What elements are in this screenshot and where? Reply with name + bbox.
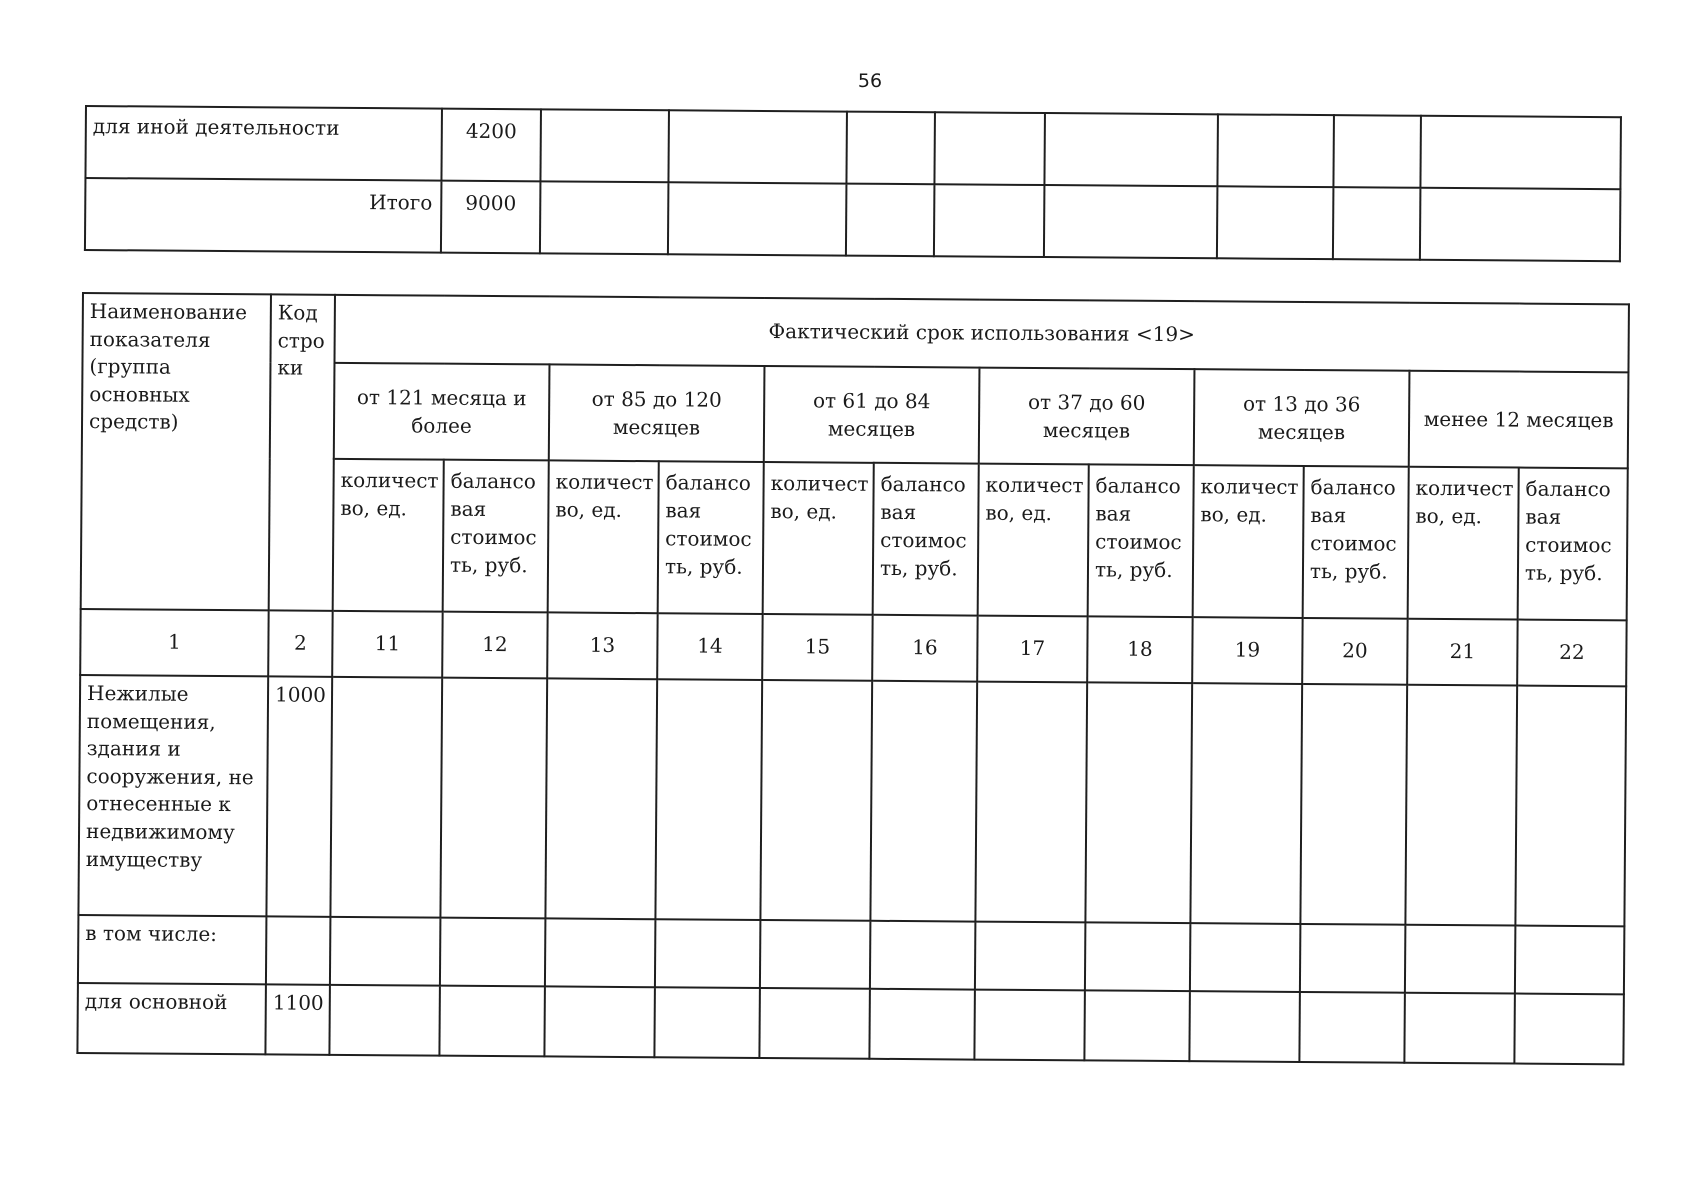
sub-header-cost: балансо вая стоимос ть, руб. bbox=[658, 461, 764, 614]
sub-header-cost: балансо вая стоимос ть, руб. bbox=[443, 460, 549, 613]
column-number: 2 bbox=[268, 610, 332, 676]
row-label: Итого bbox=[85, 178, 442, 253]
table-cell bbox=[1333, 115, 1421, 188]
column-number: 13 bbox=[547, 612, 657, 679]
table-cell bbox=[759, 988, 870, 1059]
table-cell bbox=[760, 920, 870, 989]
table-cell bbox=[545, 678, 657, 919]
table-cell bbox=[330, 677, 442, 918]
table-cell bbox=[1299, 992, 1405, 1063]
sub-header-cost: балансо вая стоимос ть, руб. bbox=[1088, 464, 1194, 617]
table-row bbox=[78, 915, 1625, 994]
table-cell bbox=[1420, 188, 1621, 261]
table-cell bbox=[1404, 993, 1515, 1064]
sub-header-cost: балансо вая стоимос ть, руб. bbox=[1518, 468, 1628, 621]
table-cell bbox=[329, 985, 440, 1056]
header-name: Наименование показателя (группа основных средств) bbox=[81, 293, 271, 610]
header-code: Код стро ки bbox=[269, 294, 335, 610]
column-number: 11 bbox=[332, 611, 442, 678]
range-header: менее 12 месяцев bbox=[1409, 371, 1629, 469]
table-cell bbox=[1420, 116, 1621, 189]
table-cell bbox=[1044, 113, 1218, 186]
table-cell bbox=[545, 918, 655, 987]
table-cell bbox=[869, 989, 975, 1060]
table-cell bbox=[668, 110, 847, 183]
column-number: 20 bbox=[1302, 618, 1407, 685]
table-cell bbox=[846, 112, 935, 185]
row-label: для основной bbox=[77, 983, 266, 1054]
table-cell bbox=[540, 181, 669, 254]
table-cell bbox=[1190, 683, 1302, 924]
table-cell bbox=[975, 682, 1087, 923]
table-row bbox=[77, 983, 1624, 1064]
table-cell bbox=[1189, 991, 1300, 1062]
table-cell bbox=[934, 112, 1045, 185]
sub-header-quantity: количест во, ед. bbox=[978, 464, 1089, 617]
sub-header-quantity: количест во, ед. bbox=[548, 460, 659, 613]
table-cell bbox=[1085, 682, 1192, 923]
table-cell bbox=[760, 680, 872, 921]
column-number-row bbox=[80, 609, 1627, 686]
column-number: 18 bbox=[1087, 616, 1192, 683]
table-cell bbox=[1190, 923, 1300, 992]
table-cell bbox=[1085, 922, 1190, 991]
column-number: 1 bbox=[80, 609, 268, 676]
table-cell bbox=[540, 109, 669, 182]
table-cell bbox=[1300, 924, 1405, 993]
column-number: 16 bbox=[872, 615, 977, 682]
page-number: 56 bbox=[857, 70, 883, 92]
column-number: 21 bbox=[1407, 619, 1517, 686]
column-number: 12 bbox=[442, 612, 547, 679]
top-table bbox=[84, 105, 1622, 262]
main-table bbox=[76, 292, 1630, 1065]
row-code bbox=[266, 916, 330, 984]
table-cell bbox=[975, 922, 1085, 991]
row-label: Нежилые помещения, здания и сооружения, не отнесенные к недвижимому имуществу bbox=[78, 675, 268, 916]
table-cell bbox=[655, 679, 762, 920]
table-cell bbox=[655, 919, 760, 988]
column-number: 14 bbox=[657, 613, 762, 680]
table-cell bbox=[440, 678, 547, 919]
table-cell bbox=[1333, 187, 1421, 260]
group-title: Фактический срок использования <19> bbox=[334, 295, 1629, 372]
table-cell bbox=[870, 681, 977, 922]
table-cell bbox=[654, 987, 760, 1058]
sub-header-quantity: количест во, ед. bbox=[763, 462, 874, 615]
range-header: от 85 до 120 месяцев bbox=[549, 364, 765, 462]
row-label: в том числе: bbox=[78, 915, 266, 984]
table-cell bbox=[870, 921, 975, 990]
table-cell bbox=[1515, 926, 1625, 995]
range-header: от 37 до 60 месяцев bbox=[979, 368, 1195, 466]
table-cell bbox=[934, 184, 1045, 257]
table-cell bbox=[1084, 990, 1190, 1061]
table-row bbox=[78, 675, 1626, 926]
table-cell bbox=[1405, 685, 1517, 926]
table-cell bbox=[440, 918, 545, 987]
table-cell bbox=[1044, 185, 1218, 258]
table-cell bbox=[1515, 686, 1626, 927]
table-cell bbox=[668, 182, 847, 255]
table-cell bbox=[1300, 684, 1407, 925]
column-number: 17 bbox=[977, 616, 1087, 683]
sub-header-cost: балансо вая стоимос ть, руб. bbox=[1303, 466, 1409, 619]
row-code: 9000 bbox=[441, 181, 541, 254]
sub-header-quantity: количест во, ед. bbox=[1193, 465, 1304, 618]
table-cell bbox=[974, 990, 1085, 1061]
header-row bbox=[82, 293, 1629, 372]
table-cell bbox=[1217, 114, 1334, 187]
table-cell bbox=[1514, 994, 1624, 1065]
table-cell bbox=[1405, 925, 1515, 994]
sub-header-cost: балансо вая стоимос ть, руб. bbox=[873, 463, 979, 616]
sub-header-quantity: количест во, ед. bbox=[1408, 467, 1519, 620]
column-number: 19 bbox=[1192, 617, 1302, 684]
row-code: 1000 bbox=[266, 676, 332, 916]
column-number: 22 bbox=[1517, 620, 1627, 687]
row-code: 1100 bbox=[265, 984, 330, 1054]
table-row bbox=[85, 178, 1620, 261]
table-row bbox=[85, 106, 1620, 189]
row-label: для иной деятельности bbox=[85, 106, 442, 181]
table-cell bbox=[1217, 186, 1334, 259]
range-header: от 13 до 36 месяцев bbox=[1194, 369, 1410, 467]
range-header: от 121 месяца и более bbox=[334, 363, 550, 461]
column-number: 15 bbox=[762, 614, 872, 681]
table-cell bbox=[544, 986, 655, 1057]
sub-header-quantity: количест во, ед. bbox=[333, 459, 444, 612]
table-cell bbox=[846, 184, 935, 257]
row-code: 4200 bbox=[441, 109, 541, 182]
table-cell bbox=[439, 986, 545, 1057]
range-header: от 61 до 84 месяцев bbox=[764, 366, 980, 464]
table-cell bbox=[330, 917, 440, 986]
